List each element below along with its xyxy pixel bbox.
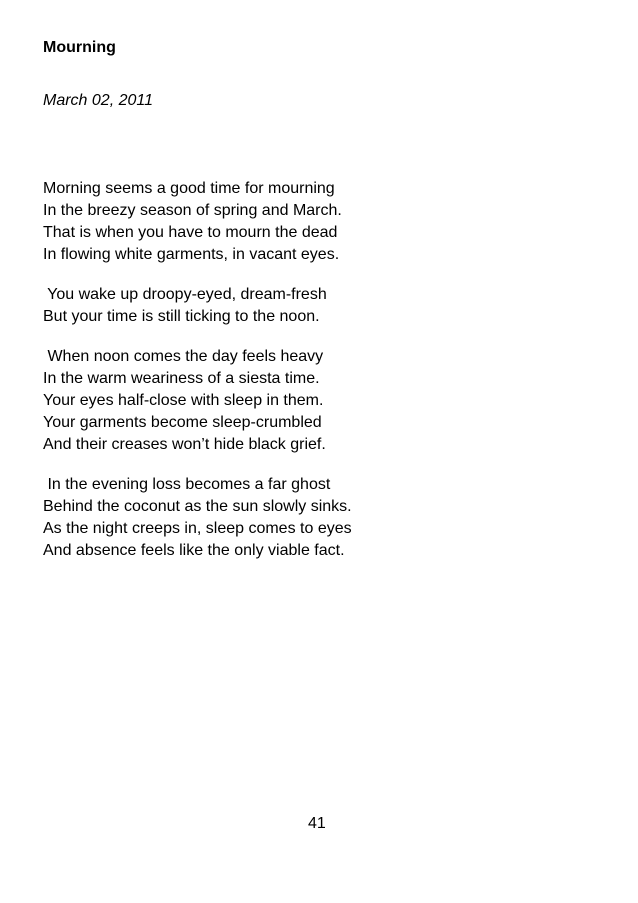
poem-line: Morning seems a good time for mourning [43,180,335,197]
poem-line: As the night creeps in, sleep comes to eyes [43,520,352,537]
poem-line: In flowing white garments, in vacant eyes. [43,246,340,263]
poem-line: Behind the coconut as the sun slowly sinks. [43,498,352,515]
poem-line: And their creases won’t hide black grief. [43,436,326,453]
stanza [43,284,603,328]
poem-title: Mourning [43,39,116,56]
poem-line: In the evening loss becomes a far ghost [43,476,331,493]
stanza [43,474,603,562]
page-number: 41 [308,815,326,832]
poem-line: In the breezy season of spring and March. [43,202,342,219]
stanza [43,346,603,456]
poem-line: You wake up droopy-eyed, dream-fresh [43,286,327,303]
stanza [43,178,603,266]
poem-line: When noon comes the day feels heavy [43,348,324,365]
poem-line: But your time is still ticking to the noon. [43,308,320,325]
poem-date: March 02, 2011 [43,92,153,109]
poem-line: In the warm weariness of a siesta time. [43,370,320,387]
poem-body [43,178,603,580]
poem-line: Your garments become sleep-crumbled [43,414,322,431]
poem-line: That is when you have to mourn the dead [43,224,338,241]
poem-line: Your eyes half-close with sleep in them. [43,392,324,409]
poem-line: And absence feels like the only viable fact. [43,542,345,559]
